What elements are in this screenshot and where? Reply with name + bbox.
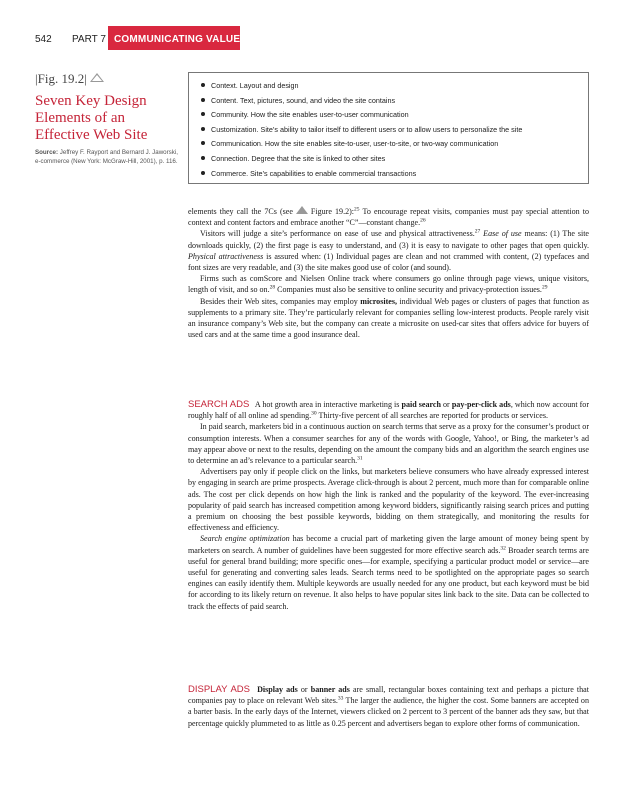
figure-box (188, 72, 589, 184)
triangle-icon (296, 206, 308, 214)
section-heading: DISPLAY ADS (188, 684, 250, 695)
section-heading: SEARCH ADS (188, 399, 250, 410)
paragraph: Visitors will judge a site’s performance on ease of use and physical attractiveness.$^{27}$ Ease of use means: (1) The site downloads quickly, (2) the first page is easy to understand, and (3) it is easy to navigate to other pages that open quickly. Physical attractiveness is assured when: (1) Individual pages are clean and not crammed with content, (2) typefaces and font sizes are very readable, and (3) the site makes good use of color (and sound). (188, 228, 590, 273)
bullet-icon (201, 112, 205, 116)
source-text: Jeffrey F. Rayport and Bernard J. Jaworski, e-commerce (New York: McGraw-Hill, 2001), p. 116. (35, 149, 178, 165)
part-label: PART 7 (72, 34, 106, 45)
paragraph: Besides their Web sites, companies may employ microsites, individual Web pages or clusters of pages that function as supplements to a primary site. They’re particularly relevant for companies selling low-interest products. People rarely visit an insurance company’s Web site, but the company can create a microsite on used-car sites that offers advice for buyers of used cars and at the same time a good insurance deal. (188, 296, 589, 340)
figure-title: Seven Key Design Elements of an Effective Web Site (35, 93, 148, 143)
source-label: Source: (35, 149, 59, 156)
section-title: COMMUNICATING VALUE (114, 34, 241, 45)
paragraph: DISPLAY ADS Display ads or banner ads are small, rectangular boxes containing text and perhaps a picture that companies pay to place on relevant Web sites.$^{33}$ The larger the audience, the higher the cost. Some banners are accepted on a barter basis. In the early days of the Internet, viewers clicked on 2 percent to 3 percent of the banner ads they saw, but that percentage quickly plummeted to as little as 0.25 percent and advertisers began to explore other forms of communication. (188, 684, 589, 728)
list-item: Communication. How the site enables site-to-user, user-to-site, or two-way communication (201, 137, 522, 152)
page-number: 542 (35, 34, 52, 45)
bullet-icon (201, 98, 205, 102)
figure-label: |Fig. 19.2| (35, 71, 87, 86)
list-item: Context. Layout and design (201, 79, 522, 94)
list-item: Commerce. Site’s capabilities to enable commercial transactions (201, 167, 522, 182)
page-header (0, 0, 623, 50)
bullet-icon (201, 141, 205, 145)
section-band (108, 26, 240, 50)
triangle-icon (90, 73, 104, 82)
bullet-icon (201, 156, 205, 160)
bullet-icon (201, 83, 205, 87)
body-part-3 (188, 684, 589, 729)
list-item: Community. How the site enables user-to-user communication (201, 108, 522, 123)
bullet-icon (201, 171, 205, 175)
paragraph: elements they call the 7Cs (see Figure 19.2):$^{25}$ To encourage repeat visits, companies must pay special attention to context and content factors and embrace another “C”—constant change.$^{26}$ (188, 206, 589, 228)
paragraph: Search engine optimization has become a crucial part of marketing given the large amount of money being spent by marketers on search. A number of guidelines have been suggested for more effective search ads.$^{32}$ Broader search terms are useful for general brand building; more specific ones—for example, specifying a particular product model or service—are useful for generating and converting sales leads. Search terms need to be spotlighted on the appropriate pages so search engines can easily identify them. Multiple keywords are usually needed for any one product, but each keyword must be bid for according to its likely return on revenue. It also helps to have popular sites link back to the site. Data can be collected to track the effects of paid search. (188, 534, 590, 611)
body-part-1 (188, 206, 589, 340)
list-item: Customization. Site’s ability to tailor itself to different users or to allow users to personalize the site (201, 123, 522, 138)
list-item: Connection. Degree that the site is linked to other sites (201, 152, 522, 167)
paragraph: Firms such as comScore and Nielsen Online track where consumers go online through page views, unique visitors, length of visit, and so on.$^{28}$ Companies must also be sensitive to online security and privacy-protection issues.$^{29}$ (188, 274, 589, 295)
paragraph: SEARCH ADS A hot growth area in interactive marketing is paid search or pay-per-click ads, which now account for roughly half of all online ad spending.$^{30}$ Thirty-five percent of all searches are reported for products or services. (188, 399, 590, 421)
paragraph: Advertisers pay only if people click on the links, but marketers believe consumers who have already expressed interest by engaging in search are prime prospects. Average click-through is about 2 percent, much more than for comparable online ads. The cost per click depends on how high the link is ranked and the popularity of the keyword. The ever-increasing popularity of paid search has increased competition among keyword bidders, significantly raising search prices and putting a premium on choosing the best possible keywords, bidding on them strategically, and monitoring the results for effectiveness and efficiency. (188, 467, 589, 533)
bullet-icon (201, 127, 205, 131)
body-part-2 (188, 399, 589, 612)
figure-source (35, 148, 185, 166)
list-item: Content. Text, pictures, sound, and video the site contains (201, 94, 522, 109)
paragraph: In paid search, marketers bid in a continuous auction on search terms that serve as a proxy for the consumer’s product or consumption interests. When a consumer searches for any of the words with Google, Yahoo!, or Bing, the marketer’s ad may appear above or next to the results, depending on the amount the company bids and an algorithm the search engines use to determine an ad’s relevance to a particular search.$^{31}$ (188, 422, 589, 466)
figure-list (201, 79, 522, 181)
